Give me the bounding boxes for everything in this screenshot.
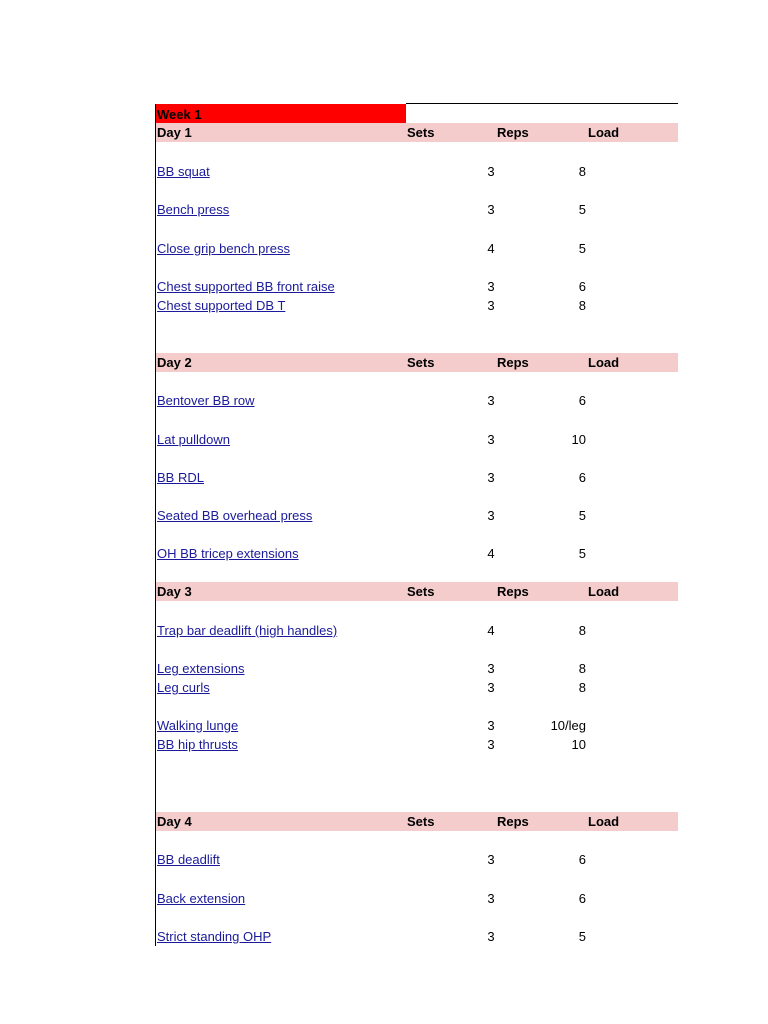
exercise-row [156,239,678,258]
exercise-link[interactable]: Walking lunge [157,718,239,733]
exercise-link[interactable]: Seated BB overhead press [157,508,313,523]
sets-header: Sets [407,125,435,140]
exercise-link[interactable]: Chest supported BB front raise [157,279,335,294]
exercise-row [156,659,678,678]
load-value: 5 [578,241,586,256]
exercise-row [156,200,678,219]
sets-value: 3 [487,661,495,676]
load-value: 6 [578,891,586,906]
exercise-link[interactable]: BB hip thrusts [157,737,238,752]
load-value: 6 [578,279,586,294]
load-value: 8 [578,164,586,179]
exercise-row [156,544,678,563]
sets-value: 3 [487,929,495,944]
sets-value: 4 [487,623,495,638]
reps-header: Reps [497,125,529,140]
exercise-row [156,716,678,735]
exercise-link[interactable]: Back extension [157,891,246,906]
day-label: Day 4 [157,814,192,829]
day-label: Day 2 [157,355,192,370]
load-value: 6 [578,852,586,867]
sets-value: 3 [487,298,495,313]
day-header [156,353,678,372]
exercise-row [156,621,678,640]
exercise-row [156,468,678,487]
load-header: Load [588,125,620,140]
exercise-link[interactable]: Leg extensions [157,661,245,676]
load-header: Load [588,355,620,370]
exercise-link[interactable]: OH BB tricep extensions [157,546,299,561]
sets-value: 3 [487,891,495,906]
exercise-link[interactable]: BB RDL [157,470,204,485]
sets-value: 3 [487,432,495,447]
sets-value: 3 [487,680,495,695]
exercise-row [156,430,678,449]
exercise-row [156,506,678,525]
load-header: Load [588,584,620,599]
load-value: 5 [578,202,586,217]
exercise-row [156,927,678,946]
exercise-row [156,889,678,908]
load-value: 10 [571,432,586,447]
sets-value: 4 [487,546,495,561]
exercise-link[interactable]: BB deadlift [157,852,220,867]
exercise-row [156,850,678,869]
exercise-link[interactable]: Close grip bench press [157,241,290,256]
sets-value: 3 [487,202,495,217]
reps-header: Reps [497,355,529,370]
exercise-link[interactable]: Bench press [157,202,230,217]
load-value: 5 [578,929,586,944]
sets-value: 3 [487,737,495,752]
load-header: Load [588,814,620,829]
load-value: 8 [578,661,586,676]
day-header [156,123,678,142]
sets-value: 3 [487,393,495,408]
top-border [406,103,678,104]
load-value: 10/leg [550,718,586,733]
day-header [156,812,678,831]
exercise-link[interactable]: Trap bar deadlift (high handles) [157,623,338,638]
sets-value: 3 [487,718,495,733]
load-value: 8 [578,298,586,313]
load-value: 8 [578,680,586,695]
day-label: Day 1 [157,125,192,140]
week-label: Week 1 [156,104,406,123]
sets-header: Sets [407,584,435,599]
day-label: Day 3 [157,584,192,599]
sets-value: 3 [487,508,495,523]
load-value: 5 [578,546,586,561]
exercise-link[interactable]: BB squat [157,164,210,179]
day-header [156,582,678,601]
exercise-row [156,162,678,181]
load-value: 8 [578,623,586,638]
exercise-link[interactable]: Lat pulldown [157,432,230,447]
exercise-row [156,391,678,410]
reps-header: Reps [497,584,529,599]
exercise-link[interactable]: Strict standing OHP [157,929,272,944]
sets-header: Sets [407,355,435,370]
sets-header: Sets [407,814,435,829]
exercise-link[interactable]: Leg curls [157,680,210,695]
load-value: 5 [578,508,586,523]
exercise-row [156,735,678,754]
exercise-row [156,277,678,296]
exercise-link[interactable]: Bentover BB row [157,393,255,408]
load-value: 6 [578,470,586,485]
sets-value: 3 [487,470,495,485]
exercise-link[interactable]: Chest supported DB T [157,298,286,313]
exercise-row [156,296,678,315]
load-value: 10 [571,737,586,752]
load-value: 6 [578,393,586,408]
sets-value: 3 [487,279,495,294]
sets-value: 3 [487,164,495,179]
sets-value: 4 [487,241,495,256]
sets-value: 3 [487,852,495,867]
exercise-row [156,678,678,697]
reps-header: Reps [497,814,529,829]
